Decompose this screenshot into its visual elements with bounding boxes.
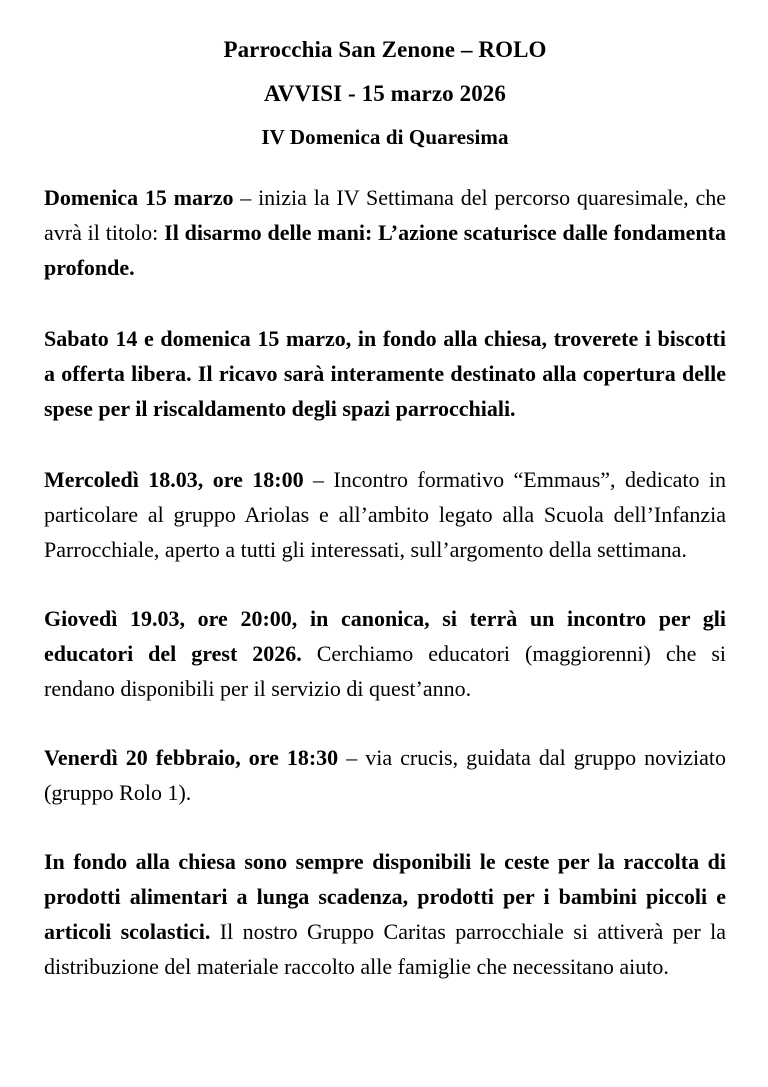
notice-text: – inizia la IV Settimana del percorso quaresimale, che avrà il titolo: — [44, 185, 726, 245]
notices-date-title: AVVISI - 15 marzo 2026 — [264, 81, 506, 106]
notice-lead-bold: Giovedì 19.03, ore 20:00, in canonica, si terrà un incontro per gli educatori del grest 2026. — [44, 606, 726, 666]
notice-text: Cerchiamo educatori (maggiorenni) che si rendano disponibili per il servizio di quest’anno. — [44, 641, 726, 701]
notice-text: – via crucis, guidata dal gruppo noviziato (gruppo Rolo 1). — [44, 745, 726, 805]
notice-lead-bold: Venerdì 20 febbraio, ore 18:30 — [44, 745, 339, 770]
notice-text: Il nostro Gruppo Caritas parrocchiale si attiverà per la distribuzione del materiale raccolto alle famiglie che necessitano aiuto. — [44, 919, 726, 979]
notice-lead-bold: In fondo alla chiesa sono sempre disponibili le ceste per la raccolta di prodotti alimentari a lunga scadenza, prodotti per i bambini piccoli e articoli scolastici. — [44, 849, 726, 944]
notice-emphasis-bold: Il disarmo delle mani: L’azione scaturisce dalle fondamenta profonde. — [44, 220, 726, 280]
notice-lead-bold: Domenica 15 marzo — [44, 185, 234, 210]
notice-paragraph-venerdi-via-crucis — [44, 740, 726, 810]
notice-paragraph-biscotti-offerta-libera — [44, 321, 726, 426]
notice-paragraph-giovedi-educatori-grest — [44, 601, 726, 706]
notice-paragraph-mercoledi-emmaus — [44, 462, 726, 567]
notice-lead-bold: Sabato 14 e domenica 15 marzo, in fondo alla chiesa, troverete i biscotti a offerta libera. Il ricavo sarà interamente destinato alla copertura delle spese per il riscaldamento degli spazi parrocchiali. — [44, 326, 726, 421]
parish-title: Parrocchia San Zenone – ROLO — [223, 37, 547, 62]
notice-paragraph-ceste-caritas — [44, 844, 726, 984]
document-body — [44, 180, 726, 984]
document-heading — [44, 28, 726, 158]
notice-lead-bold: Mercoledì 18.03, ore 18:00 — [44, 467, 304, 492]
notice-paragraph-domenica-15-marzo — [44, 180, 726, 285]
notice-text: – Incontro formativo “Emmaus”, dedicato in particolare al gruppo Ariolas e all’ambito legato alla Scuola dell’Infanzia Parrocchiale, aperto a tutti gli interessati, sull’argomento della settimana. — [44, 467, 727, 562]
liturgical-subtitle: IV Domenica di Quaresima — [261, 125, 509, 149]
